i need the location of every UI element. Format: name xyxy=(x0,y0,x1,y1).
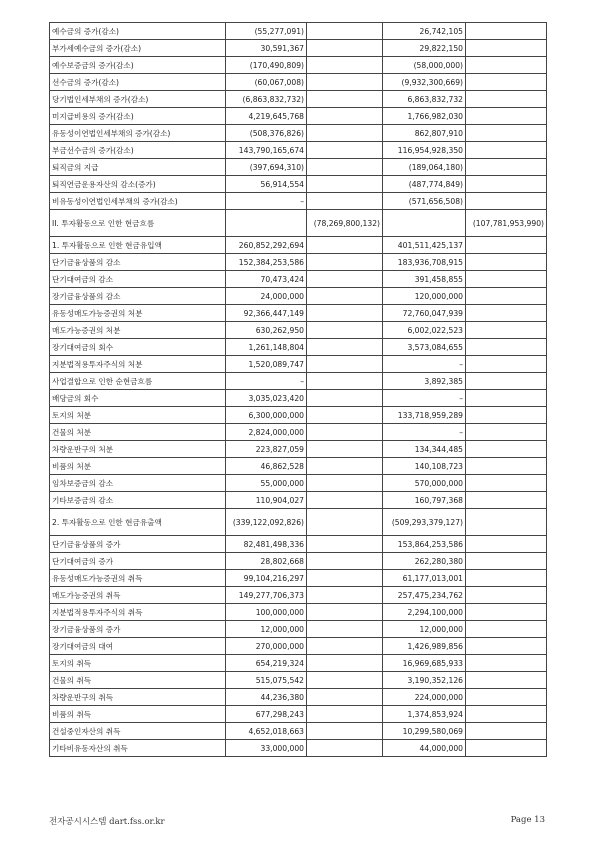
prior-item-amount: 29,822,150 xyxy=(383,40,466,57)
current-item-amount: 70,473,424 xyxy=(226,271,307,288)
current-item-amount: 44,236,380 xyxy=(226,689,307,706)
footer-source: 전자공시시스템 dart.fss.or.kr xyxy=(49,817,165,827)
row-label: 부금선수금의 증가(감소) xyxy=(50,142,226,159)
current-item-amount: 55,000,000 xyxy=(226,475,307,492)
current-subtotal-amount xyxy=(307,390,383,407)
row-label: 임차보증금의 감소 xyxy=(50,475,226,492)
row-label: 사업결합으로 인한 순현금흐름 xyxy=(50,373,226,390)
prior-item-amount: 6,002,022,523 xyxy=(383,322,466,339)
prior-subtotal-amount xyxy=(466,176,547,193)
prior-item-amount: 401,511,425,137 xyxy=(383,237,466,254)
row-label: 유동성이연법인세부채의 증가(감소) xyxy=(50,125,226,142)
prior-subtotal-amount xyxy=(466,740,547,757)
current-item-amount: 46,862,528 xyxy=(226,458,307,475)
prior-item-amount: 72,760,047,939 xyxy=(383,305,466,322)
current-item-amount: 4,219,645,768 xyxy=(226,108,307,125)
row-label: 장기금융상품의 감소 xyxy=(50,288,226,305)
prior-subtotal-amount xyxy=(466,638,547,655)
row-label: 비품의 처분 xyxy=(50,458,226,475)
prior-item-amount: 862,807,910 xyxy=(383,125,466,142)
table-row xyxy=(50,271,547,288)
row-label: 매도가능증권의 취득 xyxy=(50,587,226,604)
current-subtotal-amount xyxy=(307,176,383,193)
current-item-amount: 149,277,706,373 xyxy=(226,587,307,604)
prior-subtotal-amount xyxy=(466,322,547,339)
current-subtotal-amount xyxy=(307,142,383,159)
table-row xyxy=(50,74,547,91)
current-subtotal-amount xyxy=(307,475,383,492)
current-subtotal-amount xyxy=(307,356,383,373)
row-label: 비유동성이연법인세부채의 증가(감소) xyxy=(50,193,226,210)
current-subtotal-amount xyxy=(307,672,383,689)
current-item-amount: 56,914,554 xyxy=(226,176,307,193)
row-label: 토지의 취득 xyxy=(50,655,226,672)
table-row xyxy=(50,475,547,492)
current-subtotal-amount xyxy=(307,373,383,390)
current-subtotal-amount xyxy=(307,689,383,706)
prior-subtotal-amount xyxy=(466,621,547,638)
current-subtotal-amount xyxy=(307,254,383,271)
table-row xyxy=(50,536,547,553)
table-row xyxy=(50,356,547,373)
table-row xyxy=(50,254,547,271)
table-row xyxy=(50,509,547,536)
row-label: 퇴직연금운용자산의 감소(증가) xyxy=(50,176,226,193)
table-row xyxy=(50,689,547,706)
prior-subtotal-amount: (107,781,953,990) xyxy=(466,210,547,237)
row-label: 토지의 처분 xyxy=(50,407,226,424)
prior-item-amount: 140,108,723 xyxy=(383,458,466,475)
row-label: 장기금융상품의 증가 xyxy=(50,621,226,638)
prior-item-amount: 44,000,000 xyxy=(383,740,466,757)
current-subtotal-amount xyxy=(307,407,383,424)
prior-subtotal-amount xyxy=(466,655,547,672)
row-label: 지분법적용투자주식의 취득 xyxy=(50,604,226,621)
current-item-amount: (397,694,310) xyxy=(226,159,307,176)
prior-subtotal-amount xyxy=(466,193,547,210)
prior-item-amount: 391,458,855 xyxy=(383,271,466,288)
table-row xyxy=(50,587,547,604)
row-label: 예수금의 증가(감소) xyxy=(50,23,226,40)
current-item-amount: (55,277,091) xyxy=(226,23,307,40)
row-label: 단기대여금의 감소 xyxy=(50,271,226,288)
prior-subtotal-amount xyxy=(466,288,547,305)
prior-subtotal-amount xyxy=(466,458,547,475)
current-item-amount: 100,000,000 xyxy=(226,604,307,621)
current-item-amount: 223,827,059 xyxy=(226,441,307,458)
row-label: 기타비유동자산의 취득 xyxy=(50,740,226,757)
table-row xyxy=(50,458,547,475)
current-subtotal-amount xyxy=(307,587,383,604)
prior-subtotal-amount xyxy=(466,159,547,176)
table-row xyxy=(50,740,547,757)
table-row xyxy=(50,553,547,570)
prior-subtotal-amount xyxy=(466,706,547,723)
prior-item-amount: 153,864,253,586 xyxy=(383,536,466,553)
prior-subtotal-amount xyxy=(466,553,547,570)
table-row xyxy=(50,604,547,621)
current-subtotal-amount xyxy=(307,108,383,125)
current-subtotal-amount xyxy=(307,655,383,672)
prior-subtotal-amount xyxy=(466,536,547,553)
current-subtotal-amount xyxy=(307,322,383,339)
prior-item-amount: 257,475,234,762 xyxy=(383,587,466,604)
table-row xyxy=(50,159,547,176)
current-subtotal-amount xyxy=(307,91,383,108)
current-item-amount: – xyxy=(226,193,307,210)
table-row xyxy=(50,305,547,322)
current-item-amount: 82,481,498,336 xyxy=(226,536,307,553)
prior-item-amount: 6,863,832,732 xyxy=(383,91,466,108)
prior-item-amount: (571,656,508) xyxy=(383,193,466,210)
table-row xyxy=(50,176,547,193)
prior-subtotal-amount xyxy=(466,74,547,91)
prior-item-amount: 3,190,352,126 xyxy=(383,672,466,689)
table-row xyxy=(50,322,547,339)
prior-item-amount: 133,718,959,289 xyxy=(383,407,466,424)
table-row xyxy=(50,390,547,407)
current-item-amount: 24,000,000 xyxy=(226,288,307,305)
row-label: 부가세예수금의 증가(감소) xyxy=(50,40,226,57)
current-item-amount: 260,852,292,694 xyxy=(226,237,307,254)
current-item-amount: 92,366,447,149 xyxy=(226,305,307,322)
prior-item-amount: 160,797,368 xyxy=(383,492,466,509)
cash-flow-table-body xyxy=(50,23,547,757)
table-row xyxy=(50,655,547,672)
table-row xyxy=(50,638,547,655)
table-row xyxy=(50,706,547,723)
current-item-amount: 30,591,367 xyxy=(226,40,307,57)
current-subtotal-amount xyxy=(307,40,383,57)
table-row xyxy=(50,142,547,159)
prior-item-amount: (58,000,000) xyxy=(383,57,466,74)
row-label: 차량운반구의 취득 xyxy=(50,689,226,706)
current-subtotal-amount xyxy=(307,638,383,655)
prior-item-amount: 2,294,100,000 xyxy=(383,604,466,621)
row-label: 미지급비용의 증가(감소) xyxy=(50,108,226,125)
table-row xyxy=(50,57,547,74)
prior-item-amount: 1,374,853,924 xyxy=(383,706,466,723)
prior-subtotal-amount xyxy=(466,57,547,74)
current-item-amount: 1,520,089,747 xyxy=(226,356,307,373)
row-label: 퇴직금의 지급 xyxy=(50,159,226,176)
table-row xyxy=(50,108,547,125)
prior-subtotal-amount xyxy=(466,271,547,288)
prior-subtotal-amount xyxy=(466,492,547,509)
current-subtotal-amount xyxy=(307,706,383,723)
current-item-amount: 3,035,023,420 xyxy=(226,390,307,407)
current-subtotal-amount xyxy=(307,553,383,570)
row-label: 건물의 처분 xyxy=(50,424,226,441)
table-row xyxy=(50,441,547,458)
prior-item-amount: 120,000,000 xyxy=(383,288,466,305)
table-row xyxy=(50,125,547,142)
prior-subtotal-amount xyxy=(466,604,547,621)
table-row xyxy=(50,237,547,254)
prior-subtotal-amount xyxy=(466,339,547,356)
current-subtotal-amount xyxy=(307,509,383,536)
table-row xyxy=(50,91,547,108)
current-item-amount: 110,904,027 xyxy=(226,492,307,509)
row-label: 지분법적용투자주식의 처분 xyxy=(50,356,226,373)
current-subtotal-amount: (78,269,800,132) xyxy=(307,210,383,237)
current-item-amount: 270,000,000 xyxy=(226,638,307,655)
current-item-amount: 654,219,324 xyxy=(226,655,307,672)
current-subtotal-amount xyxy=(307,159,383,176)
current-item-amount: 28,802,668 xyxy=(226,553,307,570)
table-row xyxy=(50,339,547,356)
prior-item-amount: 262,280,380 xyxy=(383,553,466,570)
prior-item-amount: 26,742,105 xyxy=(383,23,466,40)
prior-subtotal-amount xyxy=(466,672,547,689)
current-subtotal-amount xyxy=(307,424,383,441)
prior-subtotal-amount xyxy=(466,91,547,108)
prior-subtotal-amount xyxy=(466,142,547,159)
row-label: 비품의 취득 xyxy=(50,706,226,723)
prior-item-amount: 16,969,685,933 xyxy=(383,655,466,672)
prior-item-amount: (487,774,849) xyxy=(383,176,466,193)
current-subtotal-amount xyxy=(307,536,383,553)
prior-item-amount: 10,299,580,069 xyxy=(383,723,466,740)
current-subtotal-amount xyxy=(307,604,383,621)
current-subtotal-amount xyxy=(307,193,383,210)
prior-item-amount xyxy=(383,210,466,237)
prior-subtotal-amount xyxy=(466,587,547,604)
table-row xyxy=(50,407,547,424)
prior-item-amount: (509,293,379,127) xyxy=(383,509,466,536)
cash-flow-table xyxy=(49,22,547,757)
prior-subtotal-amount xyxy=(466,424,547,441)
prior-item-amount: 134,344,485 xyxy=(383,441,466,458)
current-subtotal-amount xyxy=(307,125,383,142)
current-item-amount: – xyxy=(226,373,307,390)
row-label: 차량운반구의 처분 xyxy=(50,441,226,458)
table-row xyxy=(50,621,547,638)
row-label: 장기대여금의 회수 xyxy=(50,339,226,356)
prior-subtotal-amount xyxy=(466,441,547,458)
current-subtotal-amount xyxy=(307,271,383,288)
current-item-amount: (170,490,809) xyxy=(226,57,307,74)
prior-subtotal-amount xyxy=(466,108,547,125)
current-item-amount: (508,376,826) xyxy=(226,125,307,142)
current-item-amount: 1,261,148,804 xyxy=(226,339,307,356)
prior-item-amount: 3,573,084,655 xyxy=(383,339,466,356)
prior-item-amount: 1,766,982,030 xyxy=(383,108,466,125)
row-label: 1. 투자활동으로 인한 현금유입액 xyxy=(50,237,226,254)
current-item-amount: 12,000,000 xyxy=(226,621,307,638)
prior-subtotal-amount xyxy=(466,509,547,536)
table-row xyxy=(50,210,547,237)
current-subtotal-amount xyxy=(307,740,383,757)
current-item-amount: 677,298,243 xyxy=(226,706,307,723)
table-row xyxy=(50,492,547,509)
table-row xyxy=(50,288,547,305)
table-row xyxy=(50,672,547,689)
row-label: II. 투자활동으로 인한 현금흐름 xyxy=(50,210,226,237)
current-item-amount: 630,262,950 xyxy=(226,322,307,339)
current-subtotal-amount xyxy=(307,458,383,475)
current-item-amount: (60,067,008) xyxy=(226,74,307,91)
row-label: 유동성매도가능증권의 처분 xyxy=(50,305,226,322)
current-item-amount: (6,863,832,732) xyxy=(226,91,307,108)
table-row xyxy=(50,23,547,40)
table-row xyxy=(50,723,547,740)
prior-item-amount: 183,936,708,915 xyxy=(383,254,466,271)
prior-subtotal-amount xyxy=(466,570,547,587)
prior-item-amount: (9,932,300,669) xyxy=(383,74,466,91)
row-label: 장기대여금의 대여 xyxy=(50,638,226,655)
prior-item-amount: 116,954,928,350 xyxy=(383,142,466,159)
current-item-amount: 515,075,542 xyxy=(226,672,307,689)
page-number: Page 13 xyxy=(510,815,545,825)
table-row xyxy=(50,570,547,587)
row-label: 배당금의 회수 xyxy=(50,390,226,407)
current-item-amount: 2,824,000,000 xyxy=(226,424,307,441)
current-item-amount: 33,000,000 xyxy=(226,740,307,757)
current-subtotal-amount xyxy=(307,570,383,587)
prior-subtotal-amount xyxy=(466,305,547,322)
current-subtotal-amount xyxy=(307,57,383,74)
current-subtotal-amount xyxy=(307,621,383,638)
row-label: 건물의 취득 xyxy=(50,672,226,689)
prior-subtotal-amount xyxy=(466,40,547,57)
table-row xyxy=(50,373,547,390)
current-subtotal-amount xyxy=(307,74,383,91)
prior-item-amount: – xyxy=(383,424,466,441)
row-label: 매도가능증권의 처분 xyxy=(50,322,226,339)
row-label: 예수보증금의 증가(감소) xyxy=(50,57,226,74)
current-item-amount: 143,790,165,674 xyxy=(226,142,307,159)
row-label: 단기대여금의 증가 xyxy=(50,553,226,570)
row-label: 기타보증금의 감소 xyxy=(50,492,226,509)
row-label: 유동성매도가능증권의 취득 xyxy=(50,570,226,587)
prior-item-amount: (189,064,180) xyxy=(383,159,466,176)
prior-subtotal-amount xyxy=(466,689,547,706)
prior-item-amount: – xyxy=(383,356,466,373)
prior-item-amount: – xyxy=(383,390,466,407)
row-label: 당기법인세부채의 증가(감소) xyxy=(50,91,226,108)
prior-subtotal-amount xyxy=(466,373,547,390)
prior-subtotal-amount xyxy=(466,125,547,142)
prior-item-amount: 224,000,000 xyxy=(383,689,466,706)
prior-subtotal-amount xyxy=(466,407,547,424)
row-label: 단기금융상품의 증가 xyxy=(50,536,226,553)
prior-item-amount: 61,177,013,001 xyxy=(383,570,466,587)
prior-item-amount: 570,000,000 xyxy=(383,475,466,492)
current-item-amount: 152,384,253,586 xyxy=(226,254,307,271)
row-label: 단기금융상품의 감소 xyxy=(50,254,226,271)
table-row xyxy=(50,40,547,57)
prior-subtotal-amount xyxy=(466,356,547,373)
row-label: 2. 투자활동으로 인한 현금유출액 xyxy=(50,509,226,536)
prior-subtotal-amount xyxy=(466,237,547,254)
current-subtotal-amount xyxy=(307,237,383,254)
prior-subtotal-amount xyxy=(466,475,547,492)
current-item-amount: 6,300,000,000 xyxy=(226,407,307,424)
current-subtotal-amount xyxy=(307,441,383,458)
current-subtotal-amount xyxy=(307,723,383,740)
table-row xyxy=(50,424,547,441)
prior-subtotal-amount xyxy=(466,390,547,407)
table-row xyxy=(50,193,547,210)
current-subtotal-amount xyxy=(307,288,383,305)
prior-item-amount: 12,000,000 xyxy=(383,621,466,638)
row-label: 건설중인자산의 취득 xyxy=(50,723,226,740)
current-item-amount xyxy=(226,210,307,237)
current-item-amount: (339,122,092,826) xyxy=(226,509,307,536)
current-item-amount: 4,652,018,663 xyxy=(226,723,307,740)
prior-subtotal-amount xyxy=(466,723,547,740)
prior-item-amount: 3,892,385 xyxy=(383,373,466,390)
row-label: 선수금의 증가(감소) xyxy=(50,74,226,91)
current-item-amount: 99,104,216,297 xyxy=(226,570,307,587)
prior-subtotal-amount xyxy=(466,254,547,271)
current-subtotal-amount xyxy=(307,305,383,322)
prior-subtotal-amount xyxy=(466,23,547,40)
current-subtotal-amount xyxy=(307,339,383,356)
current-subtotal-amount xyxy=(307,492,383,509)
current-subtotal-amount xyxy=(307,23,383,40)
prior-item-amount: 1,426,989,856 xyxy=(383,638,466,655)
